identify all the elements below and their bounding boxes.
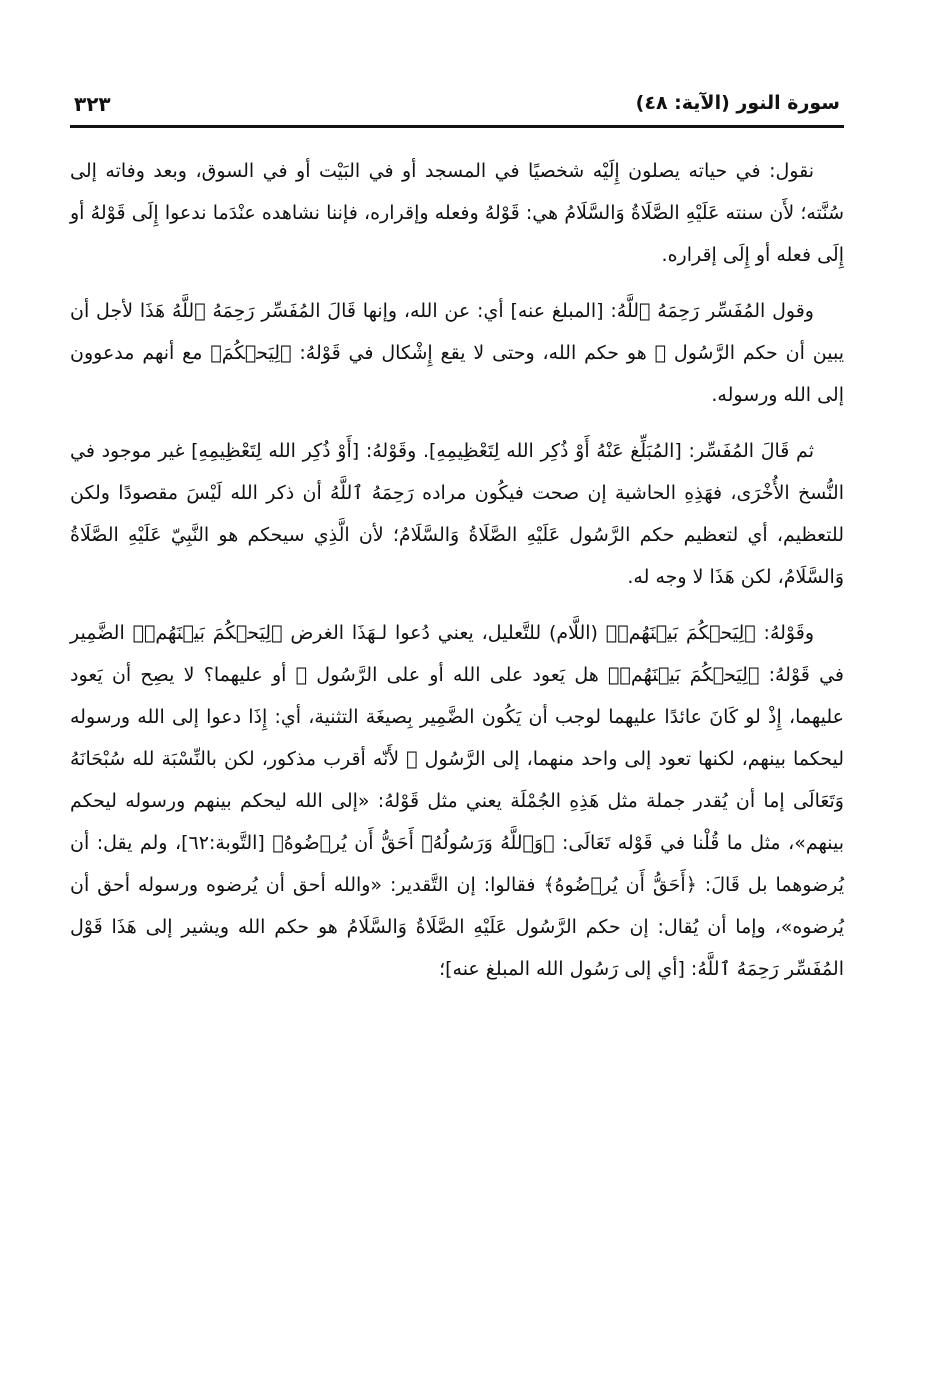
sura-title: سورة النور (الآية: ٤٨) (635, 92, 840, 114)
book-page (70, 92, 844, 980)
paragraph-2: وقول المُفَسِّر رَحِمَهُ ٱللَّهُ: [المبلغ عنه] أي: عن الله، وإنها قَالَ المُفَسِّر رَحِمَهُ ٱللَّهُ هَذَا لأجل أن يبين أن حكم الرَّسُول ﷺ هو حكم الله، وحتى لا يقع إِشْكال في قَوْلهُ: ﴿لِيَحۡكُمَ﴾ مع أنهم مدعوون إلى الله ورسوله. (70, 300, 844, 406)
page-header (70, 92, 844, 126)
page-body (70, 150, 844, 1004)
header-rule (70, 125, 844, 128)
paragraph-4: وقَوْلهُ: ﴿لِيَحۡكُمَ بَيۡنَهُمۡ﴾ (اللَّام) للتَّعليل، يعني دُعوا لـهَذَا الغرض ﴿لِيَحۡكُمَ بَيۡنَهُمۡ﴾ الضَّمِير في قَوْلهُ: ﴿لِيَحۡكُمَ بَيۡنَهُمۡ﴾ هل يَعود على الله أو على الرَّسُول ﷺ أو عليهما؟ لا يصِح أن يَعود عليهما، إِذْ لو كَانَ عائدًا عليهما لوجب أن يَكُون الضَّمِير بِصيغَة التثنية، أي: إِذَا دعوا إلى الله ورسوله ليحكما بينهم، لكنها تعود إلى واحد منهما، إلى الرَّسُول ﷺ لأَنّه أقرب مذكور، لكن بالنِّسْبَة لله سُبْحَانَهُ وَتَعَالَى إما أن يُقدر جملة مثل هَذِهِ الجُمْلَة يعني مثل قَوْلهُ: «إلى الله ليحكم بينهم ورسوله ليحكم بينهم»، مثل ما قُلْنا في قَوْله تَعَالَى: ﴿وَٱللَّهُ وَرَسُولُهُۥٓ أَحَقُّ أَن يُرۡضُوهُ﴾ [التَّوبة:٦٢]، ولم يقل: أن يُرضوهما بل قَالَ: ﴿أَحَقُّ أَن يُرۡضُوهُ﴾ فقالوا: إن التَّقدير: «والله أحق أن يُرضوه ورسوله أحق أن يُرضوه»، وإما أن يُقال: إن حكم الرَّسُول عَلَيْهِ الصَّلَاةُ وَالسَّلَامُ هو حكم الله ويشير إلى هَذَا قَوْل المُفَسِّر رَحِمَهُ ٱللَّهُ: [أي إلى رَسُول الله المبلغ عنه]؛ (70, 622, 844, 980)
paragraph-3: ثم قَالَ المُفَسِّر: [المُبَلِّغ عَنْهُ أَوْ ذُكِر الله لِتَعْظِيمِهِ]. وقَوْلهُ: [أَوْ ذُكِر الله لِتَعْظِيمِهِ] غير موجود في النُّسخ الأُخْرَى، فهَذِهِ الحاشية إن صحت فيكُون مراده رَحِمَهُ ٱللَّهُ أن ذكر الله لَيْسَ مقصودًا ولكن للتعظيم، أي لتعظيم حكم الرَّسُول عَلَيْهِ الصَّلَاةُ وَالسَّلَامُ؛ لأن الَّذِي سيحكم هو النَّبِيّ عَلَيْهِ الصَّلَاةُ وَالسَّلَامُ، لكن هَذَا لا وجه له. (70, 440, 844, 588)
page-number: ٣٢٣ (74, 92, 111, 116)
paragraph-1: نقول: في حياته يصلون إِلَيْه شخصيًا في المسجد أو في البَيْت أو في السوق، وبعد وفاته إلى سُنَّته؛ لأَن سنته عَلَيْهِ الصَّلَاةُ وَالسَّلَامُ هي: قَوْلهُ وفعله وإقراره، فإننا نشاهده عنْدَما ندعوا إِلَى قَوْلهُ أو إِلَى فعله أو إِلَى إقراره. (70, 160, 844, 266)
